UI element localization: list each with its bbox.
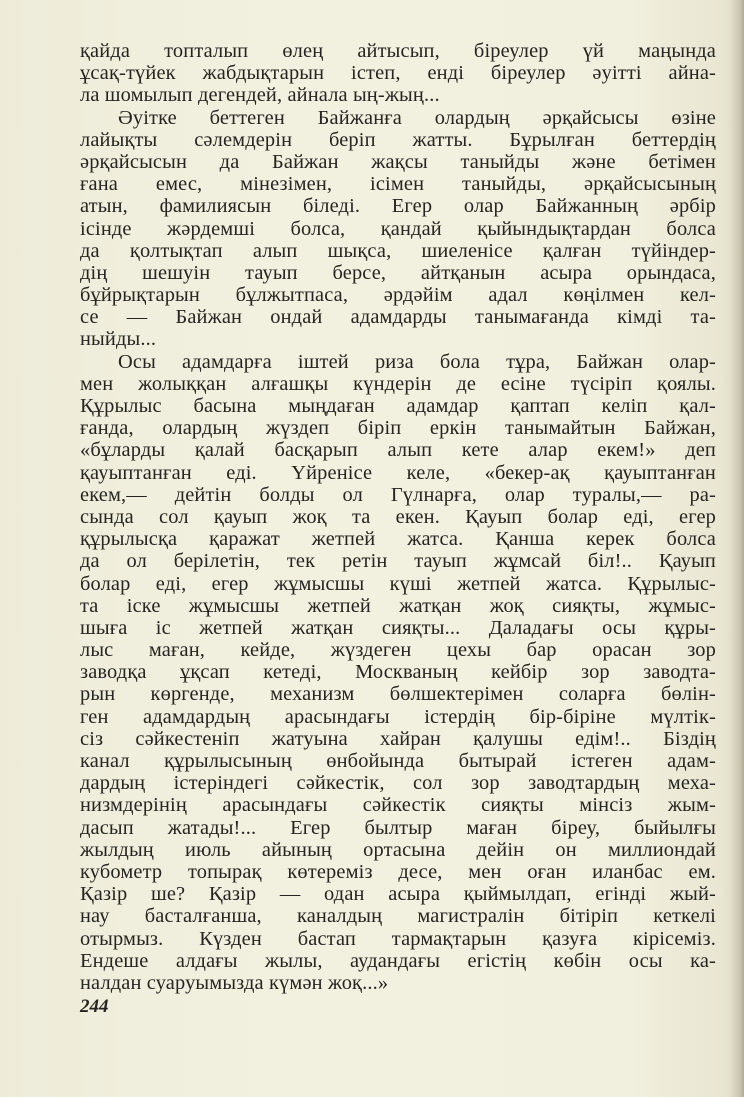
text-line: бұйрықтарын бұлжытпаса, әрдәйім адал көңілмен кел- xyxy=(80,284,716,307)
text-line: ген адамдардың арасындағы істердің бір-біріне мүлтік- xyxy=(80,705,716,728)
text-line: Құрылыс басына мыңдаған адамдар қаптап келіп қал- xyxy=(80,395,716,417)
text-line: се — Байжан ондай адамдарды танымағанда кімді та- xyxy=(80,306,716,329)
text-line: екем,— дейтін болды ол Гүлнарға, олар туралы,— ра- xyxy=(80,483,716,506)
text-line: мен жолыққан алғашқы күндерін де есіне түсіріп қоялы. xyxy=(80,372,716,395)
text-line: сында сол қауып жоқ та екен. Қауып болар еді, егер xyxy=(80,505,716,528)
text-line: да ол берілетін, тек ретін тауып жұмсай біл!.. Қауып xyxy=(80,550,716,573)
text-line: нау басталғанша, каналдың магистралін бітіріп кеткелі xyxy=(80,905,716,928)
text-line: ныйды... xyxy=(80,328,157,351)
text-line: низмдерінің арасындағы сәйкестік сияқты мінсіз жым- xyxy=(80,794,716,817)
text-line: заводқа ұқсап кетеді, Москваның кейбір зор заводта- xyxy=(80,661,716,684)
body-text xyxy=(80,40,716,994)
text-line: ғана емес, мінезімен, ісімен таныйды, әрқайсысының xyxy=(80,173,716,196)
paragraph-1 xyxy=(80,40,716,107)
text-line: ла шомылып дегендей, айнала ың-жың... xyxy=(80,84,440,107)
text-line: Осы адамдарға іштей риза бола тұра, Байжан олар- xyxy=(118,350,716,373)
text-line: ісінде жәрдемші болса, қандай қыйындықтардан болса xyxy=(80,217,716,240)
text-line: шыға іс жетпей жатқан сияқты... Даладағы осы құры- xyxy=(80,616,716,639)
text-line: сіз сәйкестеніп жатуына хайран қалушы едім!.. Біздің xyxy=(80,727,716,750)
text-line: Қазір ше? Қазір — одан асыра қыймылдап, егінді жый- xyxy=(80,883,716,906)
text-line: болар еді, егер жұмысшы күші жетпей жатса. Құрылыс- xyxy=(80,572,716,595)
page-number: 244 xyxy=(80,996,109,1017)
text-line: отырмыз. Күзден бастап тармақтарын қазуға кірісеміз. xyxy=(80,927,716,950)
text-line: дасып жатады!... Егер былтыр маған біреу, быйылғы xyxy=(80,816,716,839)
text-line: қайда топталып өлең айтысып, біреулер үй маңында xyxy=(80,40,716,62)
text-line: әрқайсысын да Байжан жақсы таныйды және бетімен xyxy=(80,150,716,173)
text-line: атын, фамилиясын біледі. Егер олар Байжанның әрбір xyxy=(80,195,716,218)
text-line: «бұларды қалай басқарып алып кете алар екем!» деп xyxy=(80,439,716,462)
text-line: канал құрылысының өнбойында бытырай істеген адам- xyxy=(80,750,716,772)
text-line: лыс маған, кейде, жүздеген цехы бар орасан зор xyxy=(80,639,716,662)
text-line: та іске жұмысшы жетпей жатқан жоқ сияқты, жұмыс- xyxy=(80,594,716,617)
text-line: да қолтықтап алып шықса, шиеленісе қалған түйіндер- xyxy=(80,239,716,262)
text-line: құрылысқа қаражат жетпей жатса. Қанша керек болса xyxy=(80,528,716,551)
text-line: дардың істеріндегі сәйкестік, сол зор заводтардың меха- xyxy=(80,772,716,795)
text-line: Әуітке беттеген Байжанға олардың әрқайсысы өзіне xyxy=(118,106,716,129)
paragraph-3 xyxy=(80,351,716,994)
text-line: дің шешуін тауып берсе, айтқанын асыра орындаса, xyxy=(80,261,716,284)
text-line: Ендеше алдағы жылы, аудандағы егістің көбін осы ка- xyxy=(80,949,716,972)
text-line: рын көргенде, механизм бөлшектерімен соларға бөлін- xyxy=(80,683,716,706)
text-line: налдан суаруымызда күмән жоқ...» xyxy=(80,971,389,994)
page-edge-shadow xyxy=(730,0,744,1097)
text-line: қауыптанған еді. Үйренісе келе, «бекер-ақ қауыптанған xyxy=(80,461,716,484)
text-line: кубометр топырақ көтереміз десе, мен оған иланбас ем. xyxy=(80,860,716,883)
text-line: лайықты сәлемдерін беріп жатты. Бұрылған беттердің xyxy=(80,128,716,151)
text-line: ғанда, олардың жүздеп біріп еркін танымайтын Байжан, xyxy=(80,417,716,440)
text-line: жылдың июль айының ортасына дейін он миллиондай xyxy=(80,838,716,861)
text-line: ұсақ-түйек жабдықтарын істеп, енді біреулер әуітті айна- xyxy=(80,62,716,85)
paragraph-2 xyxy=(80,107,716,351)
